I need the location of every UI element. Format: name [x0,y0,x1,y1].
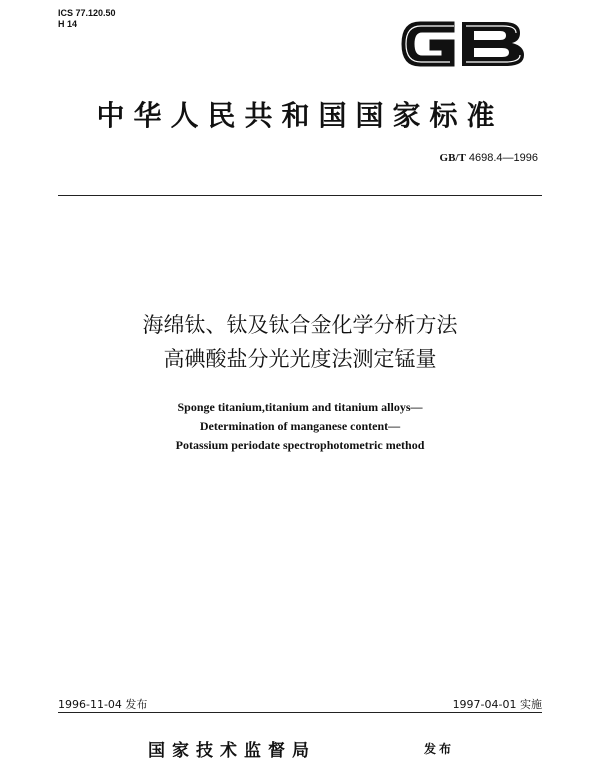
gb-logo-icon [396,12,530,76]
chinese-title [0,308,600,376]
issue-date: 1996-11-04 发布 [58,698,148,711]
chinese-title-line-2: 高碘酸盐分光光度法测定锰量 [163,347,437,371]
ics-code: ICS 77.120.50 [58,8,116,18]
classification-codes [58,8,116,30]
english-title-line-3: Potassium periodate spectrophotometric method [175,438,425,452]
standard-number [440,152,538,164]
standard-number-prefix: GB/T [439,152,466,164]
chinese-title-line-1: 海绵钛、钛及钛合金化学分析方法 [142,313,458,337]
bottom-divider [58,712,542,713]
english-title-line-2: Determination of manganese content— [199,419,401,433]
issuing-authority: 国家技术监督局 [148,741,316,761]
standard-number-code: 4698.4—1996 [468,152,538,164]
english-title [0,398,600,455]
ccs-code: H 14 [58,19,78,29]
implementation-date: 1997-04-01 实施 [452,698,542,711]
standard-type-title: 中华人民共和国国家标准 [96,99,504,132]
english-title-line-1: Sponge titanium,titanium and titanium alloys— [177,400,423,414]
publish-label: 发布 [424,742,455,756]
top-divider [58,195,542,196]
